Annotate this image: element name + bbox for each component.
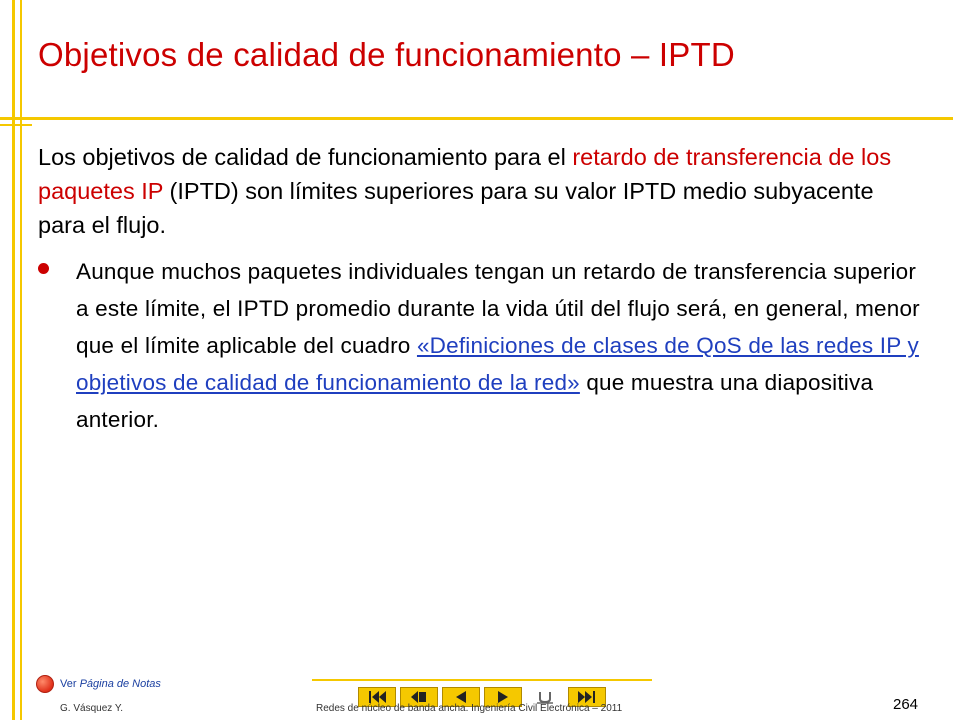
next-slide-icon (493, 690, 513, 704)
lead-paragraph (38, 140, 918, 242)
left-rule-1 (12, 0, 15, 720)
notes-page-link[interactable]: Página de Notas (79, 678, 161, 690)
notes-link[interactable] (36, 675, 161, 693)
course-footer: Redes de núcleo de banda ancha. Ingeniería Civil Electrónica – 2011 (316, 703, 623, 714)
notes-circle-icon (36, 675, 54, 693)
return-icon (535, 690, 555, 704)
bullet-text-1: Aunque muchos paquetes individuales tengan un retardo de transferencia superior a este límite, el IPTD promedio durante la vida útil del flujo será, en general, menor que el límite aplicable del cuadro (76, 259, 920, 358)
left-rule-2 (20, 0, 22, 720)
lead-text-1: Los objetivos de calidad de funcionamiento para el (38, 144, 573, 170)
bullet-paragraph (76, 253, 921, 438)
title-underline-2 (0, 124, 32, 126)
previous-slide-icon (451, 690, 471, 704)
footer-rule (312, 679, 652, 681)
last-slide-icon (577, 690, 597, 704)
qos-table-link[interactable]: «Definiciones de clases de QoS de las redes IP y objetivos de calidad de funcionamiento de la red» (76, 333, 919, 395)
slide-title: Objetivos de calidad de funcionamiento – IPTD (38, 36, 735, 73)
bullet-text-2: que muestra una diapositiva anterior. (76, 370, 874, 432)
title-underline-1 (0, 117, 953, 120)
bullet-icon (38, 263, 49, 274)
notes-prefix: Ver (60, 678, 80, 690)
lead-highlight: retardo de transferencia de los paquetes IP (38, 144, 892, 204)
page-number: 264 (893, 696, 919, 713)
first-slide-icon (367, 690, 387, 704)
previous-section-icon (409, 690, 429, 704)
notes-label[interactable] (60, 678, 161, 690)
lead-text-2: (IPTD) son límites superiores para su valor IPTD medio subyacente para el flujo. (38, 178, 874, 238)
author-name: G. Vásquez Y. (60, 703, 124, 714)
